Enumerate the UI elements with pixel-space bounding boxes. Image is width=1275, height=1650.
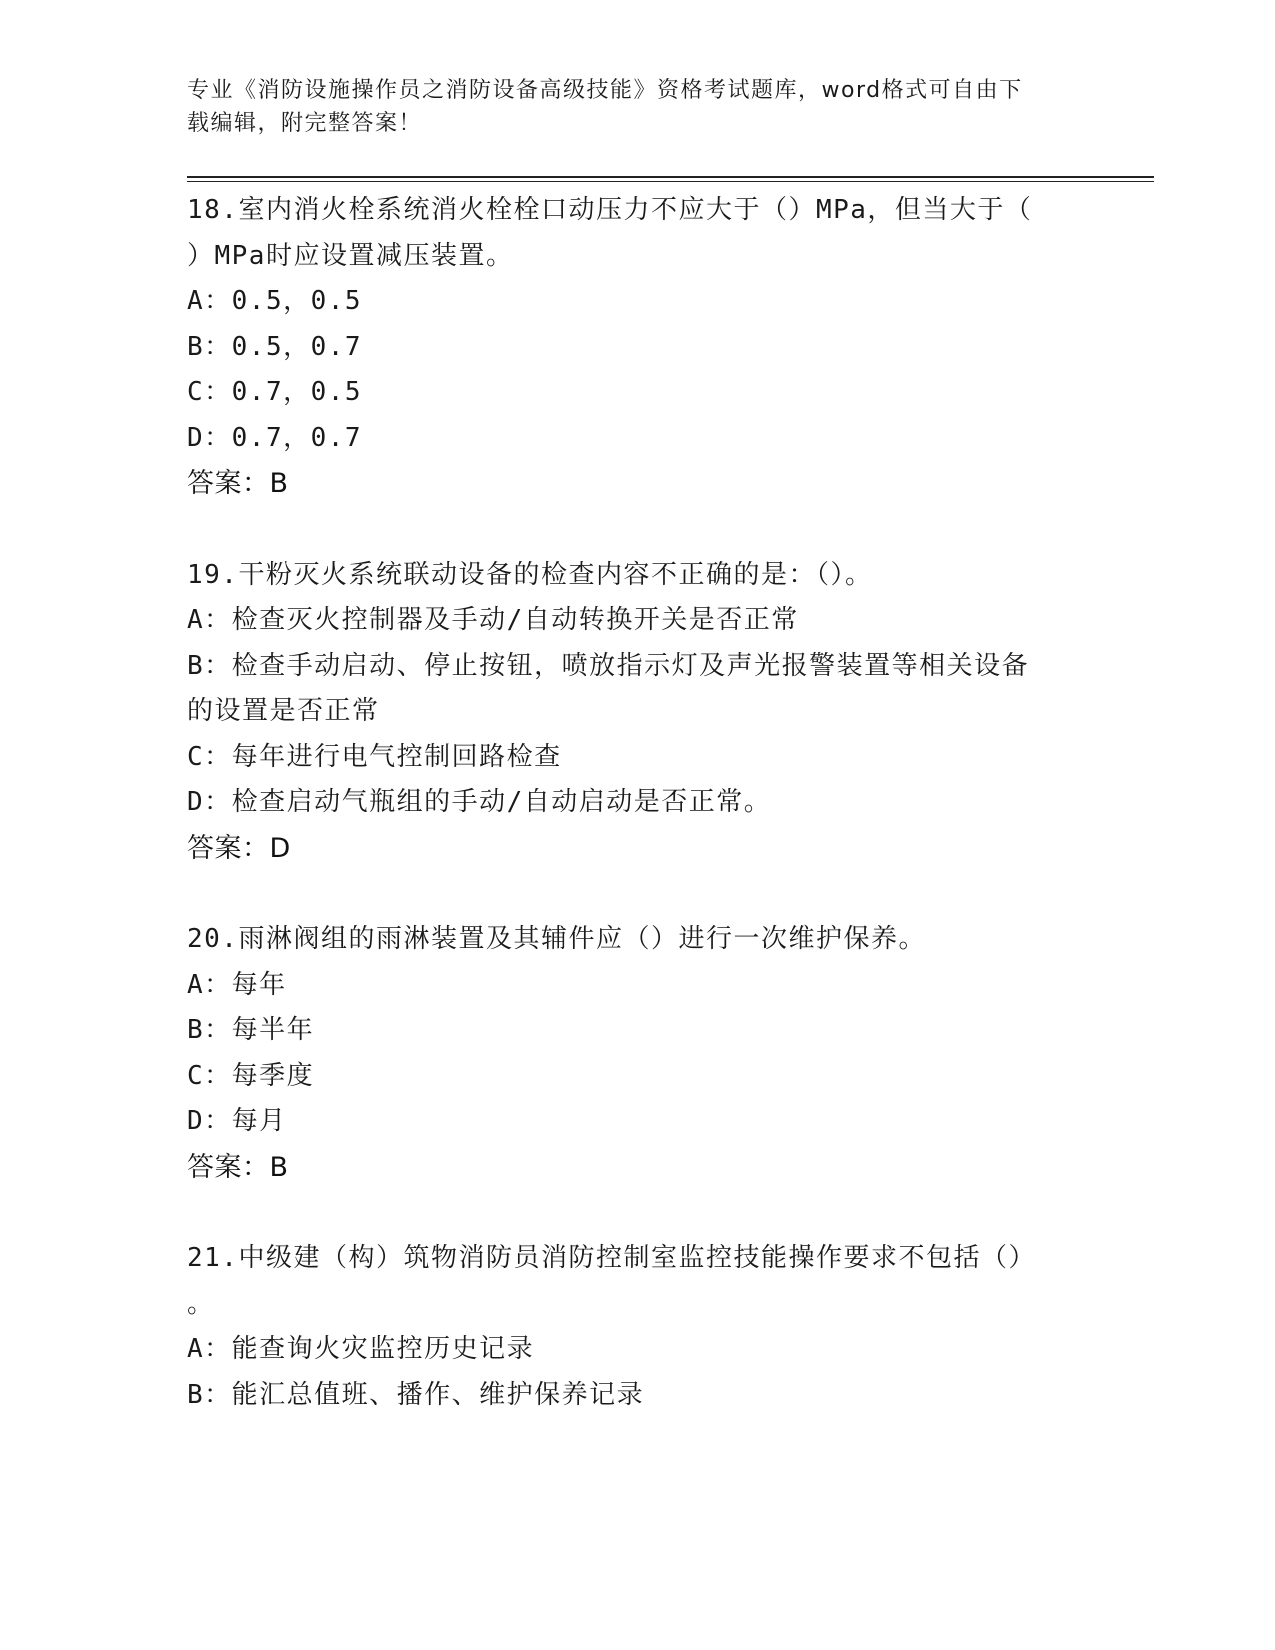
header-divider-thin (187, 181, 1154, 182)
question-list (187, 188, 1087, 1464)
option-b: B：检查手动启动、停止按钮，喷放指示灯及声光报警装置等相关设备 (187, 650, 1030, 681)
answer: 答案：B (187, 1151, 289, 1183)
header-line-1: 专业《消防设施操作员之消防设备高级技能》资格考试题库，word格式可自由下 (187, 78, 1023, 103)
answer: 答案：B (187, 468, 289, 499)
option-b: B：每半年 (187, 1015, 315, 1045)
option-a: A：能查询火灾监控历史记录 (187, 1334, 535, 1364)
option-d: D：0.7，0.7 (187, 422, 363, 453)
document-header (187, 74, 1067, 140)
option-c: C：0.7，0.5 (187, 377, 363, 407)
question-19 (187, 553, 1087, 872)
question-stem: 18.室内消火栓系统消火栓栓口动压力不应大于（）MPa，但当大于（ (187, 195, 1033, 225)
option-b: B：能汇总值班、播作、维护保养记录 (187, 1379, 645, 1410)
answer: 答案：D (187, 832, 291, 864)
option-a: A：0.5，0.5 (187, 286, 363, 316)
option-a: A：检查灭火控制器及手动/自动转换开关是否正常 (187, 605, 799, 635)
option-d: D：检查启动气瓶组的手动/自动启动是否正常。 (187, 787, 772, 817)
option-b: B：0.5，0.7 (187, 331, 363, 362)
question-20 (187, 917, 1087, 1190)
question-stem: 21.中级建（构）筑物消防员消防控制室监控技能操作要求不包括（） (187, 1243, 1036, 1273)
header-line-2: 载编辑，附完整答案！ (187, 111, 423, 136)
question-18 (187, 188, 1087, 507)
option-c: C：每季度 (187, 1060, 315, 1091)
question-stem: 19.干粉灭火系统联动设备的检查内容不正确的是：（）。 (187, 559, 873, 590)
header-divider-thick (187, 176, 1154, 178)
option-a: A：每年 (187, 969, 287, 1000)
option-d: D：每月 (187, 1106, 287, 1136)
question-stem: 20.雨淋阀组的雨淋装置及其辅件应（）进行一次维护保养。 (187, 924, 926, 954)
option-b-continued: 的设置是否正常 (187, 696, 380, 726)
question-stem: ）MPa时应设置减压装置。 (187, 240, 514, 271)
question-21 (187, 1236, 1087, 1418)
question-stem: 。 (187, 1288, 215, 1319)
option-c: C：每年进行电气控制回路检查 (187, 741, 562, 772)
